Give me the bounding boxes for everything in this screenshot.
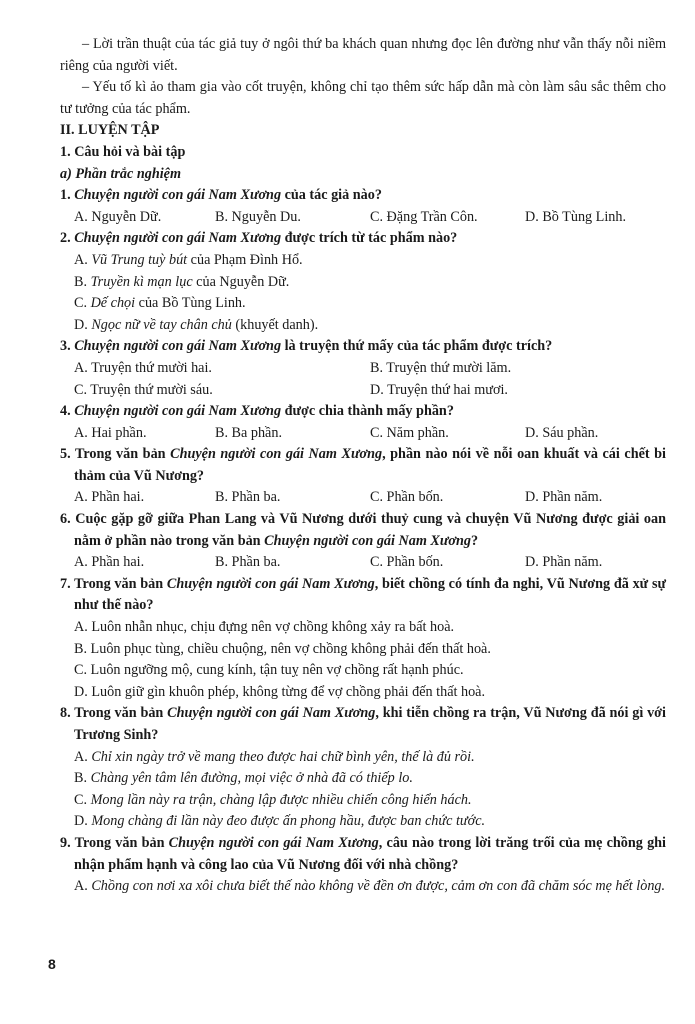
- option-c[interactable]: C. Đặng Trần Côn.: [370, 208, 478, 225]
- option-d[interactable]: D. Ngọc nữ về tay chân chủ (khuyết danh).: [74, 316, 319, 333]
- option-d[interactable]: D. Sáu phần.: [525, 424, 599, 441]
- option-b[interactable]: B. Truyện thứ mười lăm.: [370, 359, 512, 376]
- option-d[interactable]: D. Luôn giữ gìn khuôn phép, không từng để vợ chồng phải đến thất hoà.: [74, 683, 486, 700]
- question-7: 7. Trong văn bản Chuyện người con gái Nam Xương, biết chồng có tính đa nghi, Vũ Nương đã xử sự như thế nào?: [60, 575, 666, 614]
- option-a[interactable]: A. Nguyễn Dữ.: [74, 208, 162, 225]
- intro-paragraph-1: – Lời trần thuật của tác giả tuy ở ngôi thứ ba khách quan nhưng đọc lên đường như vẫn thấy nỗi niềm riêng của người viết.: [60, 36, 666, 74]
- option-d[interactable]: D. Phần năm.: [525, 489, 603, 506]
- option-d[interactable]: D. Bồ Tùng Linh.: [525, 208, 627, 225]
- option-c[interactable]: C. Mong lần này ra trận, chàng lập được nhiều chiến công hiển hách.: [74, 791, 472, 808]
- question-8: 8. Trong văn bản Chuyện người con gái Nam Xương, khi tiễn chồng ra trận, Vũ Nương đã nói gì với Trương Sinh?: [60, 705, 666, 743]
- option-c[interactable]: C. Năm phần.: [370, 424, 449, 441]
- question-5-options: [60, 487, 666, 509]
- option-c[interactable]: C. Dế chọi của Bồ Tùng Linh.: [74, 295, 246, 312]
- option-a[interactable]: A. Truyện thứ mười hai.: [74, 359, 212, 376]
- question-4: 4. Chuyện người con gái Nam Xương được chia thành mấy phần?: [60, 403, 454, 420]
- part-title: a) Phần trắc nghiệm: [60, 165, 182, 182]
- option-b[interactable]: B. Phần ba.: [215, 554, 281, 571]
- option-a[interactable]: A. Vũ Trung tuỳ bút của Phạm Đình Hổ.: [74, 251, 303, 268]
- option-c[interactable]: C. Luôn ngưỡng mộ, cung kính, tận tuỵ nên vợ chồng rất hạnh phúc.: [74, 662, 464, 679]
- intro-paragraph-2: – Yếu tố kì ảo tham gia vào cốt truyện, không chỉ tạo thêm sức hấp dẫn mà còn làm sâu sắc thêm cho tư tưởng của tác phẩm.: [60, 79, 666, 117]
- option-a[interactable]: A. Chồng con nơi xa xôi chưa biết thế nào không về đền ơn được, cảm ơn con đã chăm sóc mẹ hết lòng.: [74, 878, 666, 895]
- option-d[interactable]: D. Phần năm.: [525, 554, 603, 571]
- subsection-title: 1. Câu hỏi và bài tập: [60, 143, 186, 160]
- option-c[interactable]: C. Truyện thứ mười sáu.: [74, 381, 213, 398]
- option-b[interactable]: B. Truyền kì mạn lục của Nguyễn Dữ.: [74, 273, 290, 290]
- section-title: II. LUYỆN TẬP: [60, 122, 160, 139]
- option-a[interactable]: A. Hai phần.: [74, 424, 147, 441]
- question-5: 5. Trong văn bản Chuyện người con gái Nam Xương, phần nào nói về nỗi oan khuất và cái chết bi thảm của Vũ Nương?: [60, 446, 667, 484]
- question-3-options-row-2: [60, 380, 666, 402]
- option-a[interactable]: A. Phần hai.: [74, 554, 145, 571]
- option-d[interactable]: D. Truyện thứ hai mươi.: [370, 381, 508, 398]
- question-9: 9. Trong văn bản Chuyện người con gái Nam Xương, câu nào trong lời trăng trối của mẹ chồng ghi nhận phẩm hạnh và công lao của Vũ Nương đối với nhà chồng?: [60, 834, 666, 873]
- question-6-options: [60, 552, 666, 574]
- question-3-options-row-1: [60, 358, 666, 380]
- option-b[interactable]: B. Nguyễn Du.: [215, 208, 301, 225]
- option-b[interactable]: B. Ba phần.: [215, 424, 282, 441]
- option-a[interactable]: A. Luôn nhẫn nhục, chịu đựng nên vợ chồng không xảy ra bất hoà.: [74, 619, 455, 636]
- question-2: 2. Chuyện người con gái Nam Xương được trích từ tác phẩm nào?: [60, 230, 458, 247]
- option-c[interactable]: C. Phần bốn.: [370, 489, 444, 506]
- page-content: [60, 34, 666, 898]
- option-a[interactable]: A. Chỉ xin ngày trở về mang theo được hai chữ bình yên, thế là đủ rồi.: [74, 748, 475, 765]
- question-6: 6. Cuộc gặp gỡ giữa Phan Lang và Vũ Nương dưới thuỷ cung và chuyện Vũ Nương được giải oan nằm ở phần nào trong văn bản Chuyện người con gái Nam Xương?: [60, 511, 666, 549]
- option-b[interactable]: B. Phần ba.: [215, 489, 281, 506]
- question-1: 1. Chuyện người con gái Nam Xương của tác giả nào?: [60, 187, 382, 204]
- option-b[interactable]: B. Chàng yên tâm lên đường, mọi việc ở nhà đã có thiếp lo.: [74, 770, 413, 787]
- question-4-options: [60, 423, 666, 445]
- option-a[interactable]: A. Phần hai.: [74, 489, 145, 506]
- option-b[interactable]: B. Luôn phục tùng, chiều chuộng, nên vợ chồng không phải đến thất hoà.: [74, 640, 491, 657]
- page-number: 8: [48, 956, 56, 972]
- option-d[interactable]: D. Mong chàng đi lần này đeo được ấn phong hầu, được ban chức tước.: [74, 813, 486, 830]
- option-c[interactable]: C. Phần bốn.: [370, 554, 444, 571]
- question-3: 3. Chuyện người con gái Nam Xương là truyện thứ mấy của tác phẩm được trích?: [60, 338, 553, 355]
- question-1-options: [60, 207, 666, 229]
